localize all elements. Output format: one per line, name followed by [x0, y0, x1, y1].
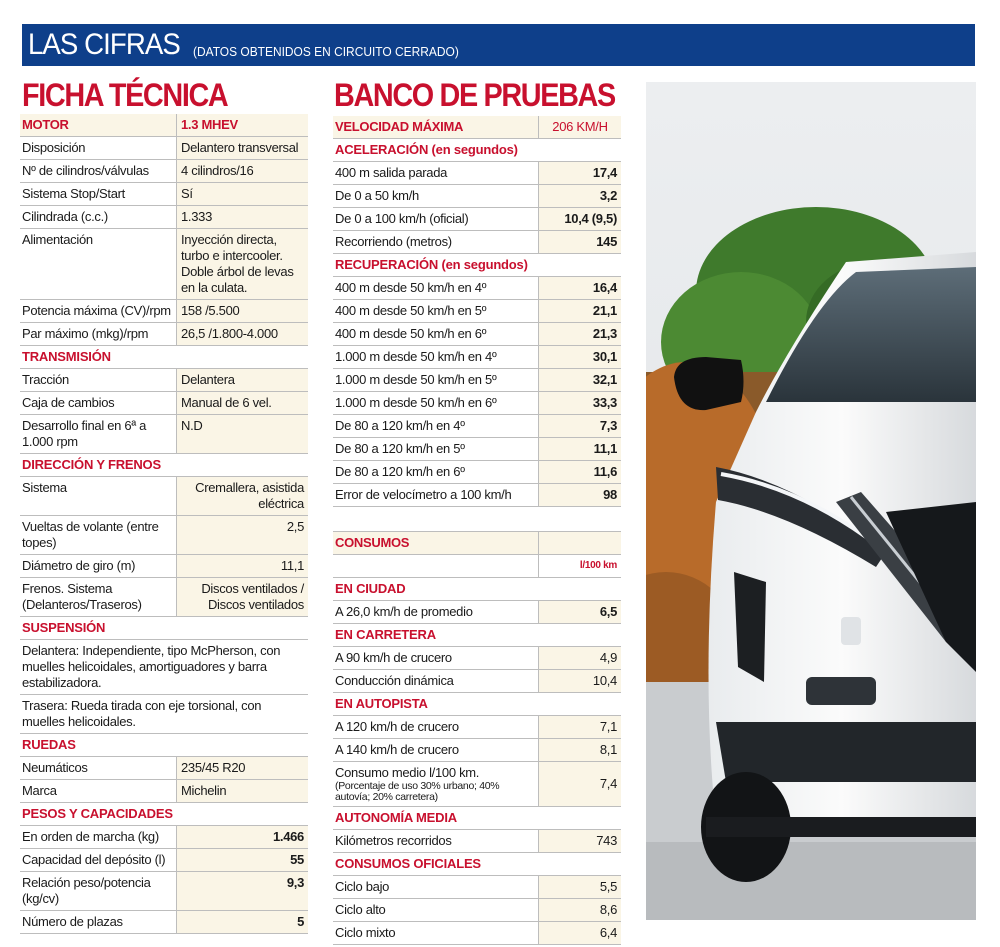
table-row [20, 369, 308, 392]
direccion-rows [20, 477, 308, 617]
spacer [333, 507, 621, 531]
banco-title: BANCO DE PRUEBAS [334, 77, 615, 113]
section-autonomia: AUTONOMÍA MEDIA [333, 807, 621, 830]
table-row [333, 369, 621, 392]
table-row [333, 162, 621, 185]
ciudad-rows [333, 601, 621, 624]
section-pesos: PESOS Y CAPACIDADES [20, 803, 308, 826]
row-label: Nº de cilindros/válvulas [22, 163, 149, 178]
table-row [20, 137, 308, 160]
consumo-medio-note: (Porcentaje de uso 30% urbano; 40% autovía; 20% carretera) [335, 780, 500, 803]
recuperacion-rows [333, 277, 621, 507]
row-value: 11,6 [538, 461, 621, 483]
table-row [20, 757, 308, 780]
car-illustration [646, 82, 976, 920]
row-value: 158 /5.500 [176, 300, 308, 322]
row-label: Error de velocímetro a 100 km/h [335, 487, 512, 502]
consumo-medio-value: 7,4 [538, 762, 621, 806]
table-row [333, 484, 621, 507]
section-oficiales: CONSUMOS OFICIALES [333, 853, 621, 876]
banner-title: LAS CIFRAS [28, 28, 180, 61]
table-row [333, 461, 621, 484]
car-photo [646, 82, 976, 920]
row-label: 400 m desde 50 km/h en 5º [335, 303, 487, 318]
table-row [333, 830, 621, 853]
row-value: 16,4 [538, 277, 621, 299]
table-row [333, 415, 621, 438]
row-label: De 80 a 120 km/h en 4º [335, 418, 465, 433]
row-value: Cremallera, asistida eléctrica [176, 477, 308, 515]
table-row [20, 392, 308, 415]
row-value: 26,5 /1.800-4.000 [176, 323, 308, 345]
row-value: 145 [538, 231, 621, 253]
suspension-delantera: Delantera: Independiente, tipo McPherson, con muelles helicoidales, amortiguadores y barra estabilizadora. [20, 640, 308, 695]
section-direccion: DIRECCIÓN Y FRENOS [20, 454, 308, 477]
table-row [20, 415, 308, 454]
table-row [333, 185, 621, 208]
table-row [20, 477, 308, 516]
banner-subtitle: (DATOS OBTENIDOS EN CIRCUITO CERRADO) [193, 44, 459, 59]
row-label: Capacidad del depósito (l) [22, 852, 166, 867]
row-value: 8,1 [538, 739, 621, 761]
row-label: 1.000 m desde 50 km/h en 4º [335, 349, 497, 364]
table-row [20, 849, 308, 872]
table-row [333, 876, 621, 899]
row-value: 55 [176, 849, 308, 871]
pesos-rows [20, 826, 308, 934]
table-row [20, 183, 308, 206]
row-value: Sí [176, 183, 308, 205]
table-row [333, 277, 621, 300]
row-label: De 0 a 50 km/h [335, 188, 419, 203]
row-label: 400 m desde 50 km/h en 6º [335, 326, 487, 341]
row-value: 5 [176, 911, 308, 933]
oficiales-rows [333, 876, 621, 945]
table-row [333, 346, 621, 369]
table-row [333, 899, 621, 922]
row-label: Desarrollo final en 6ª a 1.000 rpm [22, 418, 147, 449]
row-label: Ciclo bajo [335, 879, 390, 894]
table-row [20, 578, 308, 617]
row-label: Conducción dinámica [335, 673, 454, 688]
table-row [333, 739, 621, 762]
row-value: Manual de 6 vel. [176, 392, 308, 414]
row-value: 7,1 [538, 716, 621, 738]
row-value: 30,1 [538, 346, 621, 368]
table-row [20, 780, 308, 803]
table-row [333, 670, 621, 693]
ruedas-rows [20, 757, 308, 803]
row-value: 10,4 [538, 670, 621, 692]
row-label: A 90 km/h de crucero [335, 650, 452, 665]
row-label: A 26,0 km/h de promedio [335, 604, 473, 619]
section-ciudad: EN CIUDAD [333, 578, 621, 601]
row-label: Relación peso/potencia (kg/cv) [22, 875, 151, 906]
row-label: Diámetro de giro (m) [22, 558, 136, 573]
row-value: 21,3 [538, 323, 621, 345]
row-label: De 0 a 100 km/h (oficial) [335, 211, 469, 226]
row-value: 17,4 [538, 162, 621, 184]
table-row [20, 826, 308, 849]
table-row [20, 160, 308, 183]
autopista-rows [333, 716, 621, 762]
table-row [333, 231, 621, 254]
row-label: Disposición [22, 140, 86, 155]
row-label: Kilómetros recorridos [335, 833, 452, 848]
row-label: De 80 a 120 km/h en 6º [335, 464, 465, 479]
consumo-medio-row [333, 762, 621, 807]
row-value: 5,5 [538, 876, 621, 898]
row-value: 4 cilindros/16 [176, 160, 308, 182]
row-label: Frenos. Sistema (Delanteros/Traseros) [22, 581, 142, 612]
section-ruedas: RUEDAS [20, 734, 308, 757]
row-value: 98 [538, 484, 621, 506]
table-row [333, 716, 621, 739]
row-value: N.D [176, 415, 308, 453]
table-row [333, 208, 621, 231]
section-transmision: TRANSMISIÓN [20, 346, 308, 369]
row-label: Vueltas de volante (entre topes) [22, 519, 159, 550]
row-value: 6,4 [538, 922, 621, 944]
consumo-medio-label: Consumo medio l/100 km. [335, 765, 480, 780]
motor-rows [20, 137, 308, 346]
row-value: 10,4 (9,5) [538, 208, 621, 230]
table-row [20, 206, 308, 229]
row-value: 1.466 [176, 826, 308, 848]
ficha-title: FICHA TÉCNICA [22, 77, 228, 113]
table-row [20, 229, 308, 300]
table-row [333, 323, 621, 346]
table-row [20, 323, 308, 346]
row-label: Par máximo (mkg)/rpm [22, 326, 149, 341]
row-value: Delantera [176, 369, 308, 391]
row-label: Caja de cambios [22, 395, 115, 410]
ficha-tecnica-table [20, 114, 308, 934]
row-label: Sistema Stop/Start [22, 186, 125, 201]
row-value: 743 [538, 830, 621, 852]
row-label: 1.000 m desde 50 km/h en 6º [335, 395, 497, 410]
row-value: Delantero transversal [176, 137, 308, 159]
row-label: De 80 a 120 km/h en 5º [335, 441, 465, 456]
row-label: 400 m desde 50 km/h en 4º [335, 280, 487, 295]
row-value: 1.333 [176, 206, 308, 228]
table-row [20, 516, 308, 555]
table-row [333, 922, 621, 945]
motor-row: MOTOR 1.3 MHEV [20, 114, 308, 137]
table-row [333, 392, 621, 415]
row-value: 11,1 [538, 438, 621, 460]
section-recuperacion: RECUPERACIÓN (en segundos) [333, 254, 621, 277]
row-value: 7,3 [538, 415, 621, 437]
section-suspension: SUSPENSIÓN [20, 617, 308, 640]
table-row [20, 911, 308, 934]
table-row [333, 300, 621, 323]
row-label: Marca [22, 783, 57, 798]
consumos-header: CONSUMOS [333, 531, 621, 555]
header-banner [22, 24, 975, 66]
consumos-unit-row: l/100 km [333, 555, 621, 578]
row-label: 1.000 m desde 50 km/h en 5º [335, 372, 497, 387]
row-value: 4,9 [538, 647, 621, 669]
row-label: Sistema [22, 480, 67, 495]
row-value: Michelin [176, 780, 308, 802]
row-value: 11,1 [176, 555, 308, 577]
row-label: Número de plazas [22, 914, 123, 929]
table-row [20, 555, 308, 578]
row-label: Neumáticos [22, 760, 88, 775]
table-row [333, 601, 621, 624]
row-label: Ciclo alto [335, 902, 386, 917]
section-aceleracion: ACELERACIÓN (en segundos) [333, 139, 621, 162]
row-value: 6,5 [538, 601, 621, 623]
velocidad-maxima-row: VELOCIDAD MÁXIMA 206 KM/H [333, 116, 621, 139]
row-value: 33,3 [538, 392, 621, 414]
row-value: 8,6 [538, 899, 621, 921]
row-label: Alimentación [22, 232, 93, 247]
row-value: Inyección directa, turbo e intercooler. Doble árbol de levas en la culata. [176, 229, 308, 299]
row-label: Potencia máxima (CV)/rpm [22, 303, 171, 318]
carretera-rows [333, 647, 621, 693]
row-value: 235/45 R20 [176, 757, 308, 779]
suspension-trasera: Trasera: Rueda tirada con eje torsional, con muelles helicoidales. [20, 695, 308, 734]
row-label: Ciclo mixto [335, 925, 396, 940]
row-value: 9,3 [176, 872, 308, 910]
transmision-rows [20, 369, 308, 454]
table-row [333, 438, 621, 461]
row-value: 2,5 [176, 516, 308, 554]
table-row [20, 300, 308, 323]
row-label: 400 m salida parada [335, 165, 448, 180]
row-label: Recorriendo (metros) [335, 234, 452, 249]
aceleracion-rows [333, 162, 621, 254]
autonomia-rows [333, 830, 621, 853]
row-label: A 120 km/h de crucero [335, 719, 459, 734]
table-row [333, 647, 621, 670]
section-autopista: EN AUTOPISTA [333, 693, 621, 716]
row-label: Cilindrada (c.c.) [22, 209, 108, 224]
row-value: 3,2 [538, 185, 621, 207]
row-label: A 140 km/h de crucero [335, 742, 459, 757]
section-carretera: EN CARRETERA [333, 624, 621, 647]
row-value: Discos ventilados / Discos ventilados [176, 578, 308, 616]
row-label: Tracción [22, 372, 69, 387]
table-row [20, 872, 308, 911]
row-value: 21,1 [538, 300, 621, 322]
row-value: 32,1 [538, 369, 621, 391]
row-label: En orden de marcha (kg) [22, 829, 159, 844]
banco-pruebas-table [333, 116, 621, 945]
